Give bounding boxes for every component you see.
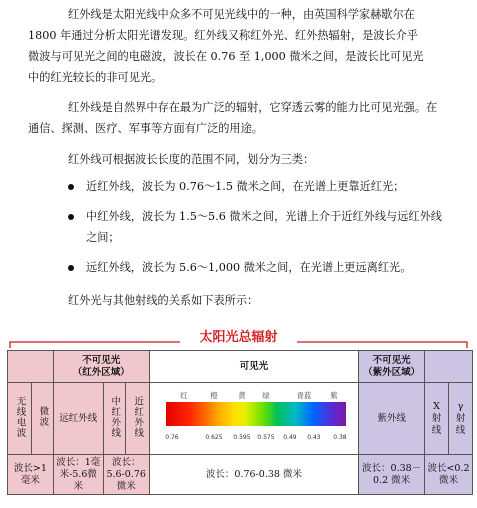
tick-label: 0.595	[233, 433, 251, 441]
header-visible: 可见光	[149, 351, 359, 383]
cell-near-infrared: 近红外线	[125, 383, 149, 455]
text-line: 红外线可根据波长长度的范围不同，划分为三类：	[68, 153, 315, 166]
cell-wavelength-uv: 波长：0.38－0.2 微米	[359, 455, 425, 495]
color-label: 绿	[262, 390, 270, 400]
header-blank	[8, 351, 54, 383]
cell-visible-spectrum	[149, 383, 359, 455]
tick-label: 0.38	[333, 433, 347, 441]
header-infrared-sub: （红外区域）	[72, 366, 130, 378]
color-label: 橙	[210, 390, 218, 400]
bullet-text-cont: 之间；	[86, 231, 120, 244]
cell-far-infrared: 远红外线	[53, 383, 103, 455]
spectrum-wavelength-ticks	[158, 432, 350, 442]
tick-label: 0.76	[165, 433, 179, 441]
cell-wavelength-visible: 波长：0.76-0.38 微米	[149, 455, 359, 495]
tick-label: 0.575	[257, 433, 275, 441]
paragraph-intro	[28, 4, 460, 88]
text-line: 1800 年通过分析太阳光谱发现。红外线又称红外光、红外热辐射，是波长介乎	[28, 29, 419, 42]
paragraph-table-intro	[60, 290, 460, 311]
spectrum-bar	[166, 402, 346, 426]
header-blank-right	[425, 351, 473, 383]
cell-radio-wave: 无线电波	[8, 383, 32, 455]
cell-xray: X射线	[425, 383, 449, 455]
cell-microwave: 微波	[31, 383, 53, 455]
color-label: 青蓝	[296, 390, 312, 400]
color-label: 黄	[238, 390, 246, 400]
cell-gamma: γ射线	[448, 383, 472, 455]
cell-wavelength-far-ir: 波长：1毫米-5.6微米	[53, 455, 103, 495]
bullet-text: 近红外线，波长为 0.76～1.5 微米之间，在光谱上更靠近红光；	[86, 180, 405, 193]
cell-wavelength-radio: 波长>1毫米	[8, 455, 54, 495]
header-ultraviolet	[359, 351, 425, 383]
radiation-table	[7, 350, 473, 495]
bracket-line	[0, 336, 477, 350]
tick-label: 0.625	[205, 433, 223, 441]
cell-mid-infrared: 中红外线	[103, 383, 125, 455]
header-infrared-title: 不可见光	[82, 354, 121, 366]
text-line: 通信、探测、医疗、军事等方面有广泛的用途。	[28, 122, 263, 135]
bullet-text: 中红外线，波长为 1.5～5.6 微米之间，光谱上介于近红外线与远红外线	[86, 210, 442, 223]
cell-ultraviolet: 紫外线	[359, 383, 425, 455]
bullet-text: 远红外线，波长为 5.6～1,000 微米之间，在光谱上更远离红光。	[86, 261, 412, 274]
cell-wavelength-mid-near: 波长：5.6-0.76微米	[103, 455, 149, 495]
spectrum-graphic	[158, 386, 350, 452]
cell-wavelength-xray-gamma: 波长<0.2 微米	[425, 455, 473, 495]
spectrum-color-labels	[158, 390, 350, 402]
color-label: 红	[180, 390, 188, 400]
text-line: 红外光与其他射线的关系如下表所示：	[68, 294, 259, 307]
tick-label: 0.49	[283, 433, 297, 441]
bullet-dot	[68, 265, 74, 271]
paragraph-classification	[60, 149, 460, 170]
color-label: 紫	[330, 390, 338, 400]
table-title: 太阳光总辐射	[199, 330, 278, 345]
header-uv-sub: （紫外区域）	[363, 366, 421, 378]
text-line: 微波与可见光之间的电磁波，波长在 0.76 至 1,000 微米之间，是波长比可见光	[28, 50, 424, 63]
tick-label: 0.43	[307, 433, 321, 441]
paragraph-usage	[28, 97, 460, 139]
text-line: 中的红光较长的非可见光。	[28, 71, 163, 84]
header-infrared	[53, 351, 149, 383]
bullet-dot	[68, 184, 74, 190]
bullet-dot	[68, 214, 74, 220]
header-uv-title: 不可见光	[372, 354, 411, 366]
text-line: 红外线是自然界中存在最为广泛的辐射，它穿透云雾的能力比可见光强。在	[68, 101, 438, 114]
text-line: 红外线是太阳光线中众多不可见光线中的一种，由英国科学家赫歇尔在	[68, 8, 415, 21]
